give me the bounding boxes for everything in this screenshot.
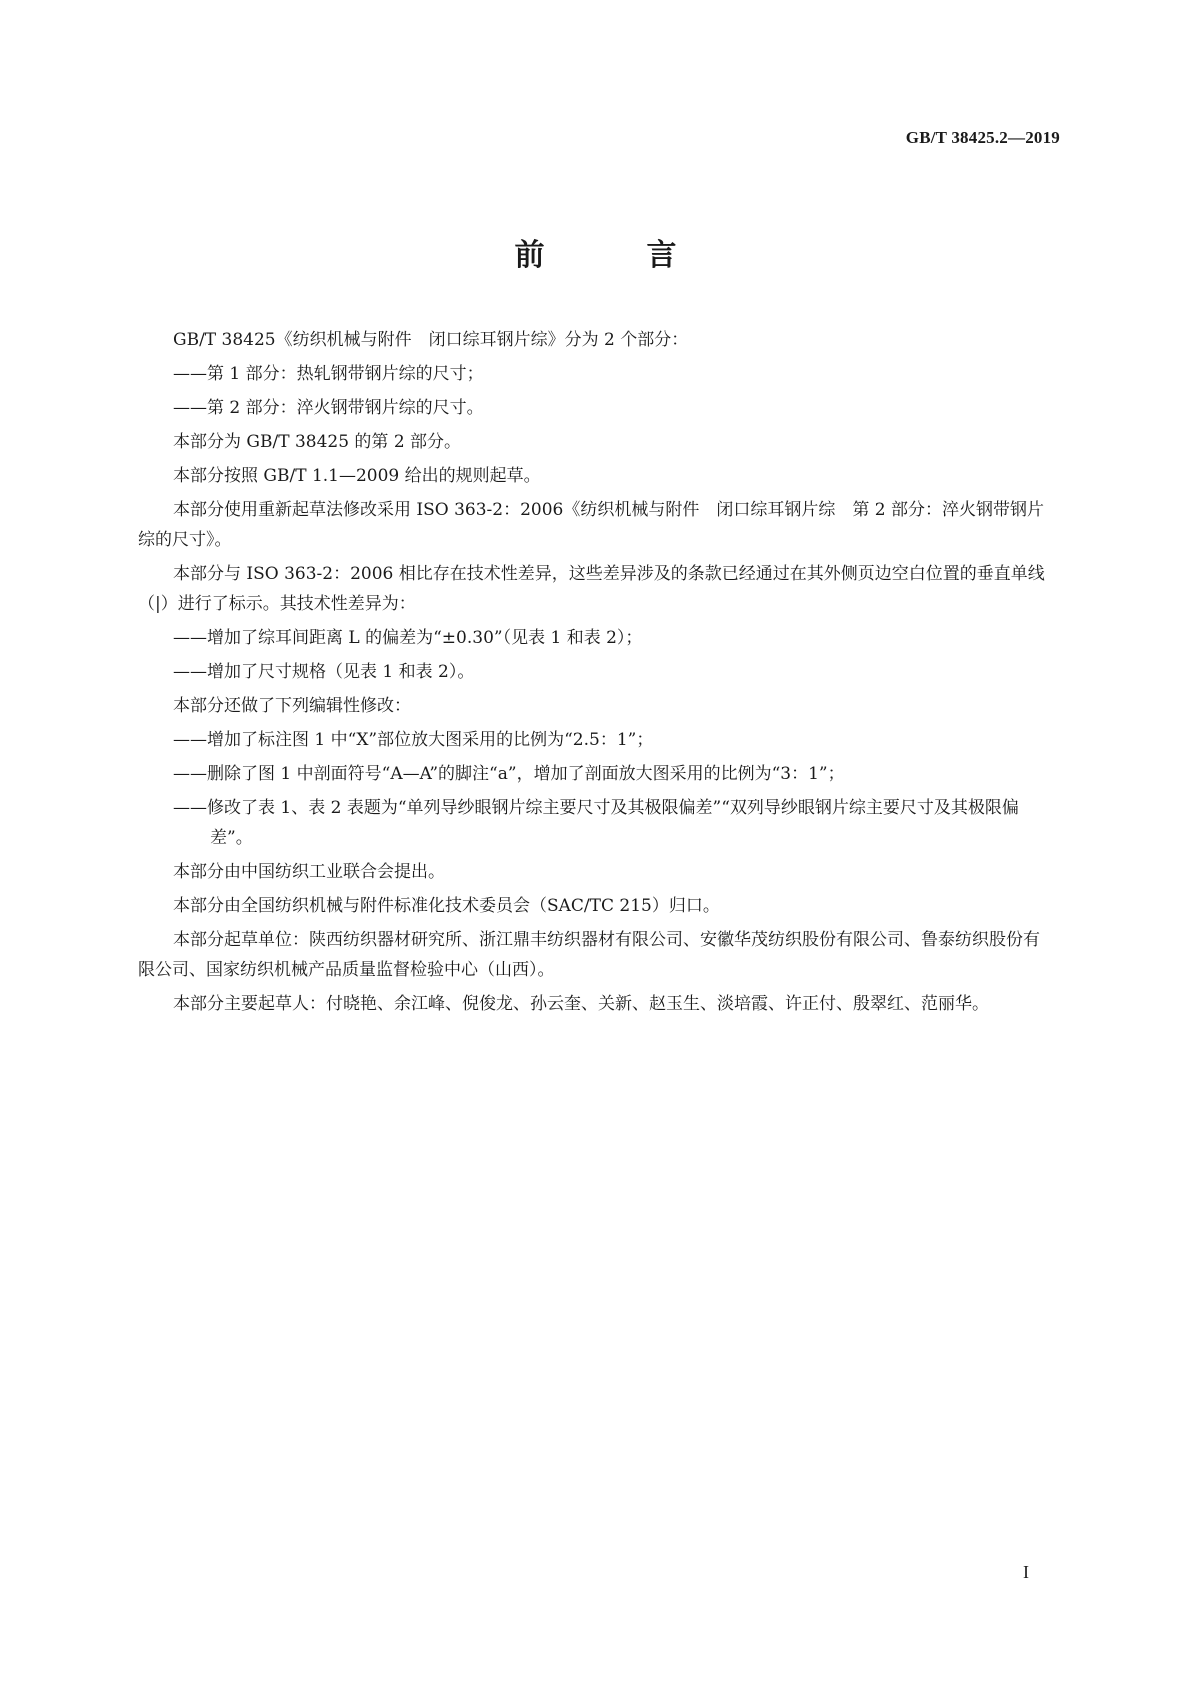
paragraph-editorial-changes: 本部分还做了下列编辑性修改：: [173, 696, 411, 716]
paragraph-part-scope: 本部分为 GB/T 38425 的第 2 部分。: [173, 432, 462, 452]
list-item-part-2: ——第 2 部分：淬火钢带钢片综的尺寸。: [173, 398, 484, 418]
paragraph-adoption: 本部分使用重新起草法修改采用 ISO 363-2：2006《纺织机械与附件 闭口综耳钢片综 第 2 部分：淬火钢带钢片综的尺寸》。: [138, 500, 1044, 550]
list-item-editorial-2: ——删除了图 1 中剖面符号“A—A”的脚注“a”，增加了剖面放大图采用的比例为“3：1”；: [173, 764, 845, 784]
paragraph-proposer: 本部分由中国纺织工业联合会提出。: [173, 862, 445, 882]
paragraph-drafters: 本部分主要起草人：付晓艳、余江峰、倪俊龙、孙云奎、关新、赵玉生、淡培霞、许正付、殷翠红、范丽华。: [173, 994, 989, 1014]
paragraph-drafting-rules: 本部分按照 GB/T 1.1—2009 给出的规则起草。: [173, 466, 541, 486]
foreword-body: [138, 325, 1053, 1023]
list-item-difference-1: ——增加了综耳间距离 L 的偏差为“±0.30”（见表 1 和表 2）；: [173, 628, 643, 648]
list-item-editorial-1: ——增加了标注图 1 中“X”部位放大图采用的比例为“2.5：1”；: [173, 730, 654, 750]
list-item-difference-2: ——增加了尺寸规格（见表 1 和表 2）。: [173, 662, 475, 682]
list-item-editorial-3: ——修改了表 1、表 2 表题为“单列导纱眼钢片综主要尺寸及其极限偏差”“双列导纱眼钢片综主要尺寸及其极限偏差”。: [173, 798, 1019, 848]
standard-code: GB/T 38425.2—2019: [905, 128, 1060, 147]
page-title: 前 言: [514, 238, 713, 273]
paragraph-committee: 本部分由全国纺织机械与附件标准化技术委员会（SAC/TC 215）归口。: [173, 896, 720, 916]
paragraph-technical-differences: 本部分与 ISO 363-2：2006 相比存在技术性差异，这些差异涉及的条款已经通过在其外侧页边空白位置的垂直单线（|）进行了标示。其技术性差异为：: [138, 564, 1045, 614]
page-number: I: [1023, 1562, 1029, 1582]
list-item-part-1: ——第 1 部分：热轧钢带钢片综的尺寸；: [173, 364, 484, 384]
paragraph-parts-intro: GB/T 38425《纺织机械与附件 闭口综耳钢片综》分为 2 个部分：: [173, 330, 689, 350]
paragraph-drafting-units: 本部分起草单位：陕西纺织器材研究所、浙江鼎丰纺织器材有限公司、安徽华茂纺织股份有限公司、鲁泰纺织股份有限公司、国家纺织机械产品质量监督检验中心（山西）。: [138, 930, 1040, 980]
